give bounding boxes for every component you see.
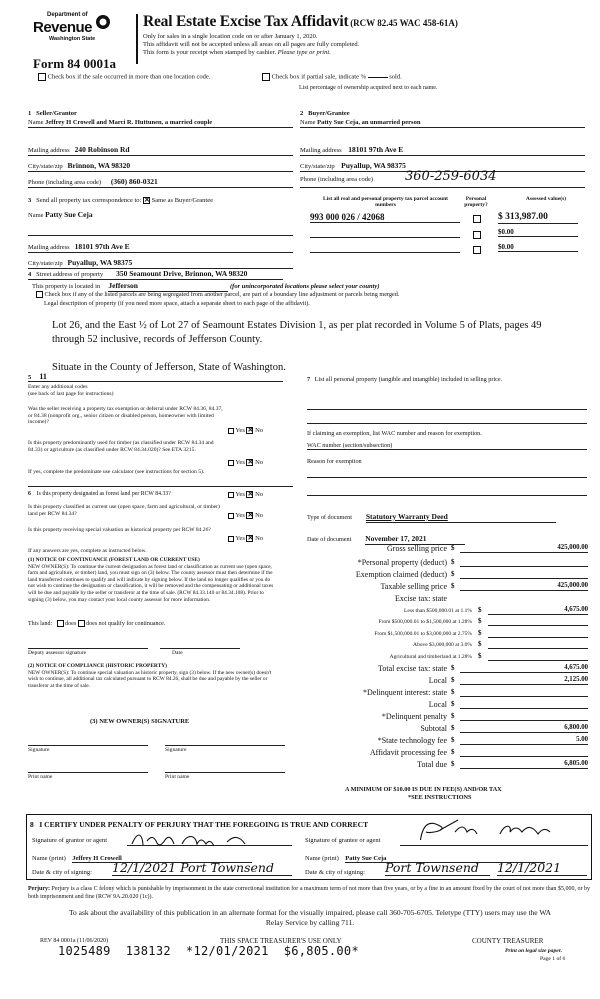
page-number: Page 1 of 6	[540, 956, 566, 962]
seller-address[interactable]: 240 Robinson Rd	[74, 145, 130, 154]
grantee-name[interactable]: Patty Sue Ceja	[345, 855, 545, 863]
parcel-row-2	[300, 228, 585, 242]
calc-label: *Personal property (deduct)	[357, 558, 447, 567]
dept-logo-word: Revenue	[33, 18, 93, 36]
calc-label: Total due	[417, 760, 447, 769]
calc-value: 6,805.00	[564, 760, 588, 768]
header-note-1: Only for sales in a single location code on or after January 1, 2020.	[143, 33, 318, 40]
minimum-due-note: A MINIMUM OF $10.00 IS DUE IN FEE(S) AND/OR TAX	[345, 786, 502, 793]
notice-continuance: (1) NOTICE OF CONTINUANCE (FOREST LAND OR CURRENT USE) NEW OWNER(S): To continue the current designation as forest land or classification as current use (open space, farm and agriculture, or timber) land, you must sign on (3) below. The county assessor must then determine if the land transferred continues to qualify and will indicate by signing below. If the land no longer qualifies or you do not wish to continue the designation or classification, it will be removed and the compensating or additional taxes will be due and payable by the seller or transferor at the time of sale. (RCW 84.33.140 or 84.34.108). Prior to signing (3) below, you may contact your local county assessor for more information.	[28, 557, 274, 603]
calc-value-field[interactable]	[460, 582, 588, 591]
land-does-not-checkbox[interactable]	[78, 620, 85, 627]
calc-label: Taxable selling price	[380, 582, 447, 591]
calc-label: Total excise tax: state	[378, 664, 447, 673]
section6-any-yes: If any answers are yes, complete as instructed below.	[28, 548, 147, 554]
legal-size-note: Print on legal size paper.	[505, 948, 563, 954]
section6-q1-answer: Yes ✕ No	[228, 491, 263, 498]
calc-value-field[interactable]	[460, 676, 588, 685]
parcel-number-1[interactable]: 993 000 026 / 42068	[310, 212, 460, 223]
personal-property-checkbox-2[interactable]	[473, 231, 481, 239]
grantor-signature-scribble	[127, 832, 292, 848]
calc-value: 4,675.00	[564, 606, 588, 614]
multi-location-checkbox[interactable]	[38, 73, 46, 81]
grantor-name-row: Name (print) Jeffrey H Crowell	[32, 855, 292, 863]
segregated-checkbox[interactable]	[36, 291, 43, 298]
calc-label: Gross selling price	[387, 544, 447, 553]
legal-line-3: Situate in the County of Jefferson, State of Washington.	[52, 362, 286, 374]
parcel-number-3[interactable]	[310, 243, 460, 253]
calc-value: 6,800.00	[564, 724, 588, 732]
land-does-checkbox[interactable]	[57, 620, 64, 627]
section5-code-row: 5 11	[28, 372, 283, 382]
grantee-city[interactable]: Port Townsend	[385, 861, 490, 876]
deputy-date-line: Date	[160, 648, 240, 656]
doc-date-row: Date of document November 17, 2021	[307, 535, 465, 545]
land-use-code[interactable]: 11	[39, 372, 47, 381]
seller-address-row: Mailing address 240 Robinson Rd	[28, 146, 293, 156]
calc-label: Subtotal	[420, 724, 447, 733]
section6-q1-no-checkbox[interactable]: ✕	[247, 490, 254, 499]
dollar-sign: $	[451, 748, 455, 756]
grantor-name[interactable]: Jeffrey H Crowell	[72, 855, 252, 863]
calc-value: 2,125.00	[564, 676, 588, 684]
section6-q3: Is this property receiving special valuation as historical property per RCW 84.26?	[28, 527, 211, 533]
seller-phone[interactable]: (360) 860-0321	[110, 177, 158, 186]
dollar-sign: $	[451, 688, 455, 696]
calc-label: *Delinquent interest: state	[363, 688, 447, 697]
calc-value-field[interactable]	[460, 700, 588, 709]
calc-value-field[interactable]	[488, 617, 588, 626]
dollar-sign: $	[478, 640, 482, 648]
form-rcw: (RCW 82.45 WAC 458-61A)	[350, 18, 458, 28]
seller-name[interactable]: Jeffrey H Crowell and Marci R. Huttunen, a married couple	[45, 119, 213, 127]
seller-city-row: City/state/zip Brinnon, WA 98320	[28, 162, 293, 172]
section6-q2: Is this property classified as current use (open space, farm and agricultural, or timber) land per RCW 84.34?	[28, 504, 220, 517]
perjury-notice: Perjury: Perjury is a class C felony which is punishable by imprisonment in the state correctional institution for a maximum term of not more than five years, or by a fine in an amount fixed by the court of not more than $5,000, or by both imprisonment and fine (RCW 9A.20.020 (1c)).	[28, 886, 590, 900]
calc-value-field[interactable]	[460, 688, 588, 697]
parcel-row-1	[300, 212, 585, 226]
exemption-label: If claiming an exemption, list WAC number and reason for exemption.	[307, 430, 482, 437]
header-note-3: This form is your receipt when stamped by cashier. Please type or print.	[143, 49, 331, 57]
calc-label: Above $3,000,000 at 3.0%	[413, 642, 472, 648]
section6-q1: 6 Is this property designated as forest land per RCW 84.33?	[28, 491, 171, 497]
county-treasurer-label: COUNTY TREASURER	[472, 937, 544, 945]
dept-line1: Department of	[47, 12, 88, 18]
buyer-name-row: Name Patty Sue Ceja, an unmarried person	[300, 117, 585, 127]
section5-q1: Was the seller receiving a property tax exemption or deferral under RCW 84.36, 84.37, or 84.38 (nonprofit org., senior citizen or disabled person, homeowner with limited income)?	[28, 406, 223, 426]
correspondence-address-row: Mailing address 18101 97th Ave E	[28, 243, 293, 253]
section5-instructions: Enter any additional codes (see back of last page for instructions)	[28, 384, 114, 397]
buyer-phone-row: Phone (including area code) 360-259-6034	[300, 176, 585, 188]
calc-value-field[interactable]	[460, 760, 588, 769]
deputy-signature-line: Deputy assessor signature	[28, 648, 148, 656]
section5-q1-yes-checkbox[interactable]	[228, 428, 234, 434]
legal-line-2: through 52 inclusive, records of Jefferson County.	[52, 334, 263, 346]
property-county[interactable]: Jefferson	[108, 282, 228, 292]
correspondence-name[interactable]: Patty Sue Ceja	[45, 210, 93, 219]
owner-print-line-2: Print name	[165, 772, 285, 780]
dollar-sign: $	[451, 736, 455, 744]
section5-q2-yes-checkbox[interactable]	[228, 460, 234, 466]
notice-compliance: (2) NOTICE OF COMPLIANCE (HISTORIC PROPERTY) NEW OWNER(S): To continue special valuation as historic property, sign (3) below. If the new owner(s) doesn't wish to continue, all additional tax calculated pursuant to RCW 84.26, shall be due and payable by the seller or transferor at the time of sale.	[28, 663, 272, 689]
treasurer-use-label: THIS SPACE TREASURER'S USE ONLY	[220, 937, 342, 945]
grantor-date-row: Date & city of signing: 12/1/2021 Port Townsend	[32, 869, 292, 876]
assessed-value-2[interactable]: $0.00	[498, 228, 578, 237]
calc-value-field[interactable]	[488, 652, 588, 661]
dollar-sign: $	[478, 606, 482, 614]
segregated-check[interactable]: Check box if any of the listed parcels are being segregated from another parcel, are part of a boundary line adjustment or parcels being merged.	[36, 291, 399, 298]
calc-label: Affidavit processing fee	[369, 748, 447, 757]
section6-q2-yes-checkbox[interactable]	[228, 513, 234, 519]
calc-label: Less than $500,000.01 at 1.1%	[404, 608, 472, 614]
section5-q1-answer: Yes ✕ No	[228, 427, 263, 434]
calc-label: Local	[428, 676, 447, 685]
calc-label: Excise tax: state	[395, 594, 447, 603]
calc-label: *Delinquent penalty	[381, 712, 447, 721]
certify-statement: 8 I CERTIFY UNDER PENALTY OF PERJURY THAT THE FOREGOING IS TRUE AND CORRECT	[30, 820, 369, 829]
dollar-sign: $	[478, 617, 482, 625]
section7-label: 7 List all personal property (tangible and intangible) included in selling price.	[307, 376, 503, 383]
section6-q1-yes-checkbox[interactable]	[228, 492, 234, 498]
seller-heading: 1 Seller/Grantor	[28, 110, 77, 117]
calc-value-field[interactable]	[460, 664, 588, 673]
calc-value-field[interactable]	[460, 748, 588, 757]
personal-property-line-1[interactable]	[307, 400, 587, 410]
dept-line2: Washington State	[49, 36, 96, 43]
seller-section	[28, 110, 293, 128]
doc-type-row: Type of document Statutory Warranty Deed	[307, 513, 556, 523]
partial-sale-check[interactable]: Check box if partial sale, indicate % sold.	[262, 73, 402, 81]
this-land-row: This land: does does not qualify for continuance.	[28, 620, 166, 627]
grantor-signature[interactable]	[127, 832, 292, 846]
grantee-name-row: Name (print) Patty Sue Ceja	[305, 855, 589, 863]
legal-description-label: Legal description of property (if you need more space, attach a separate sheet to each page of the affidavit).	[44, 300, 310, 307]
list-percentage-note: List percentage of ownership acquired next to each name.	[299, 85, 438, 91]
personal-property-checkbox-1[interactable]	[473, 215, 481, 223]
section5-q2-answer: Yes ✕ No	[228, 459, 263, 466]
calc-value-field[interactable]	[460, 544, 588, 553]
section5-q2: Is this property predominantly used for timber (as classified under RCW 84.34 and 84.33) or agriculture (as classified under RCW 84.34.020)? See ETA 3215.	[28, 440, 214, 453]
section6-q2-answer: Yes ✕ No	[228, 512, 263, 519]
doc-type[interactable]: Statutory Warranty Deed	[366, 513, 556, 523]
parcel-number-2[interactable]	[310, 228, 460, 238]
section5-q2-no-checkbox[interactable]: ✕	[247, 458, 254, 467]
buyer-heading: 2 Buyer/Grantee	[300, 110, 350, 117]
personal-property-line-2[interactable]	[307, 414, 587, 424]
wac-number-row: WAC number (section/subsection)	[307, 442, 587, 450]
exemption-reason-line-1[interactable]	[307, 468, 587, 478]
grantor-signature-row: Signature of grantor or agent	[32, 837, 108, 844]
personal-property-col-header: Personal property?	[464, 196, 488, 209]
calc-label: From $1,500,000.01 to $3,000,000 at 2.75%	[374, 631, 472, 637]
correspondence-city-row: City/state/zip Puyallup, WA 98375	[28, 259, 293, 269]
calc-value-field[interactable]	[460, 736, 588, 745]
calc-label: Local	[428, 700, 447, 709]
exemption-reason-line-2[interactable]	[307, 486, 587, 496]
calc-value-field[interactable]	[488, 606, 588, 615]
property-street[interactable]: 350 Seamount Drive, Brinnon, WA 98320	[116, 269, 248, 278]
section6-q3-yes-checkbox[interactable]	[228, 536, 234, 542]
exemption-reason-label: Reason for exemption	[307, 458, 362, 465]
calc-label: From $500,000.01 to $1,500,000 at 1.28%	[378, 619, 472, 625]
dollar-sign: $	[451, 760, 455, 768]
owner-print-line-1: Print name	[28, 772, 148, 780]
calc-value-field[interactable]	[460, 558, 588, 567]
dollar-sign: $	[451, 724, 455, 732]
correspondence-address[interactable]: 18101 97th Ave E	[74, 242, 130, 251]
section5-divider	[28, 486, 293, 487]
section6-q3-answer: Yes ✕ No	[228, 535, 263, 542]
owner-signature-line-1: Signature	[28, 745, 148, 753]
dollar-sign: $	[451, 558, 455, 566]
form-number: Form 84 0001a	[33, 56, 117, 71]
dollar-sign: $	[451, 664, 455, 672]
correspondence-city[interactable]: Puyallup, WA 98375	[67, 258, 133, 267]
legal-line-1: Lot 26, and the East ½ of Lot 27 of Seamount Estates Division 1, as per plat recorded in Volume 5 of Plats, pages 49	[52, 320, 542, 331]
see-instructions-note: *SEE INSTRUCTIONS	[408, 794, 472, 801]
section5-q2b: If yes, complete the predominate use calculator (see instructions for section 5).	[28, 469, 205, 475]
buyer-city-row: City/state/zip Puyallup, WA 98375	[300, 162, 585, 172]
legal-description-text	[52, 319, 592, 376]
header-notes	[143, 33, 359, 57]
dollar-sign: $	[478, 629, 482, 637]
seller-name-row: Name Jeffrey H Crowell and Marci R. Huttunen, a married couple	[28, 117, 293, 127]
grantee-date-row: Date & city of signing: Port Townsend 12/1/2021	[305, 869, 589, 876]
calc-value-field[interactable]	[488, 640, 588, 649]
buyer-address-row: Mailing address 18101 97th Ave E	[300, 146, 585, 156]
calc-value: 5.00	[576, 736, 588, 744]
calc-value: 425,000.00	[557, 582, 588, 590]
section6-q3-no-checkbox[interactable]: ✕	[247, 534, 254, 543]
section6-q2-no-checkbox[interactable]: ✕	[247, 511, 254, 520]
availability-notice: To ask about the availability of this publication in an alternate format for the visually impaired, please call 360-705-6705. Teletype (TTY) users may use the WA Relay Service by calling 711.	[68, 908, 552, 927]
buyer-city[interactable]: Puyallup, WA 98375	[341, 161, 406, 170]
assessed-value-1[interactable]: $ 313,987.00	[498, 212, 578, 224]
calc-value: 4,675.00	[564, 664, 588, 672]
doc-date[interactable]: November 17, 2021	[365, 535, 465, 545]
owner-signature-line-2: Signature	[165, 745, 285, 753]
dollar-sign: $	[451, 582, 455, 590]
dor-logo	[33, 12, 113, 52]
grantee-signature[interactable]	[400, 832, 588, 846]
calc-value-field[interactable]	[460, 712, 588, 721]
grantee-signature-row: Signature of grantee or agent	[305, 837, 381, 844]
personal-property-checkbox-3[interactable]	[473, 246, 481, 254]
property-street-row: 4 Street address of property 350 Seamount Drive, Brinnon, WA 98320	[28, 270, 283, 280]
cashier-stamp: 1025489 138132 *12/01/2021 $6,805.00*	[58, 944, 359, 958]
form-title-wrap	[143, 13, 593, 31]
same-as-buyer-checkbox[interactable]: ✕	[143, 196, 150, 205]
parcel-row-3	[300, 243, 585, 257]
header-divider	[136, 14, 138, 64]
calc-value-field[interactable]	[460, 570, 588, 579]
section5-q1-no-checkbox[interactable]: ✕	[247, 426, 254, 435]
correspondence-heading: 3 Send all property tax correspondence to: ✕ Same as Buyer/Grantee	[28, 196, 213, 205]
assessed-value-3[interactable]: $0.00	[498, 243, 578, 252]
multi-location-check[interactable]: Check box if the sale occurred in more than one location code.	[38, 73, 210, 81]
dollar-sign: $	[451, 700, 455, 708]
header-note-2: This affidavit will not be accepted unless all areas on all pages are fully completed.	[143, 41, 360, 49]
dollar-sign: $	[451, 570, 455, 578]
wa-seal-icon	[95, 14, 111, 30]
calc-label: *State technology fee	[377, 736, 447, 745]
buyer-address[interactable]: 18101 97th Ave E	[348, 145, 404, 154]
grantee-signature-scribble	[400, 818, 588, 840]
grantor-date-city[interactable]: 12/1/2021 Port Townsend	[112, 861, 292, 876]
new-owner-signature-heading: (3) NEW OWNER(S) SIGNATURE	[90, 718, 190, 725]
partial-sale-checkbox[interactable]	[262, 73, 270, 81]
seller-phone-row: Phone (including area code) (360) 860-0321	[28, 178, 293, 188]
buyer-section	[300, 110, 585, 128]
dollar-sign: $	[451, 544, 455, 552]
dollar-sign: $	[451, 676, 455, 684]
calc-value: 425,000.00	[557, 544, 588, 552]
buyer-name[interactable]: Patty Sue Ceja, an unmarried person	[317, 119, 421, 127]
correspondence-blank-line	[28, 225, 293, 236]
buyer-phone[interactable]: 360-259-6034	[405, 169, 497, 184]
calc-label: Exemption claimed (deduct)	[355, 570, 447, 579]
seller-city[interactable]: Brinnon, WA 98320	[67, 161, 131, 170]
assessed-value-col-header: Assessed value(s)	[525, 196, 567, 202]
property-located-row: This property is located in Jefferson (for unincorporated locations please select your county)	[32, 281, 380, 290]
form-title: Real Estate Excise Tax Affidavit	[143, 13, 349, 30]
calc-value-field[interactable]	[488, 629, 588, 638]
revision-label: REV 84 0001a (11/06/2020)	[40, 938, 109, 944]
calc-value-field[interactable]	[460, 724, 588, 733]
parcel-col-header: List all real and personal property tax parcel account numbers	[323, 196, 448, 209]
calc-label: Agricultural and timberland at 1.28%	[389, 654, 472, 660]
dollar-sign: $	[478, 652, 482, 660]
correspondence-name-row: Name Patty Sue Ceja	[28, 210, 93, 219]
dollar-sign: $	[451, 712, 455, 720]
grantee-date[interactable]: 12/1/2021	[497, 861, 587, 876]
